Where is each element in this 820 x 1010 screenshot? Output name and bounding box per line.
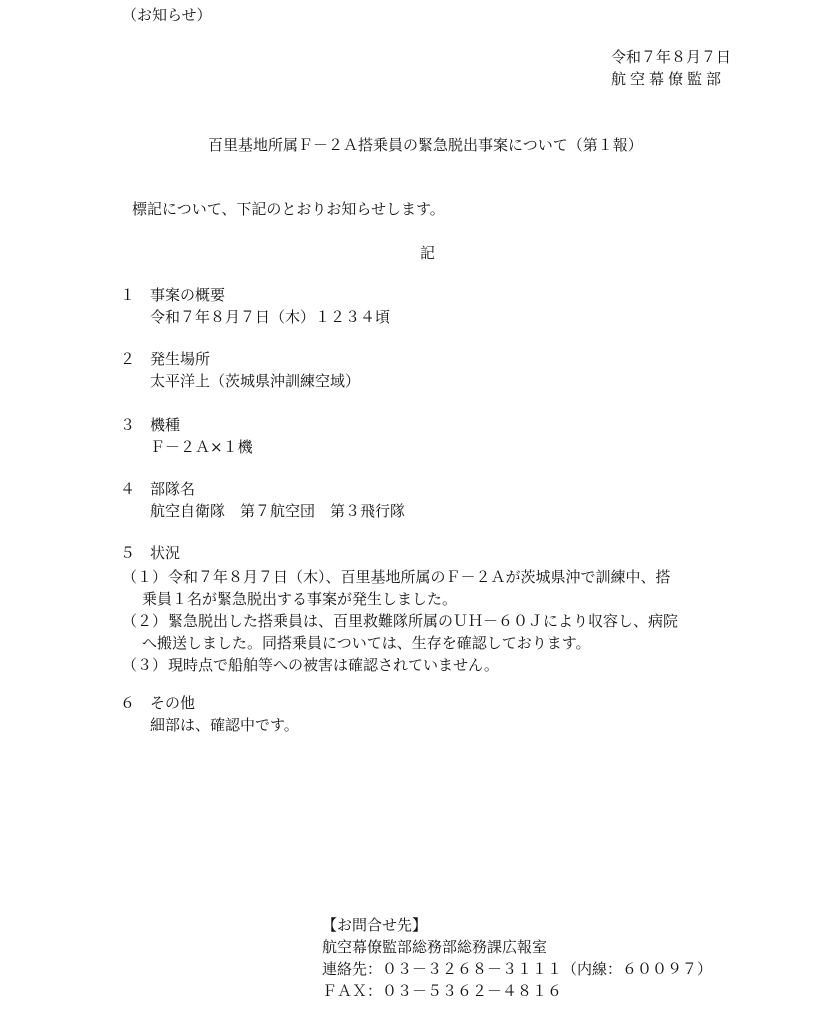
section-unit bbox=[120, 478, 760, 522]
section-number: ２ bbox=[120, 350, 136, 368]
situation-text-continued: へ搬送しました。同搭乗員については、生存を確認しております。 bbox=[142, 634, 591, 652]
situation-item bbox=[122, 610, 762, 654]
section-situation bbox=[120, 542, 760, 564]
section-number: ５ bbox=[120, 544, 136, 562]
document-date: 令和７年８月７日 bbox=[611, 48, 732, 66]
ki-marker: 記 bbox=[420, 244, 436, 262]
section-heading: その他 bbox=[150, 694, 196, 712]
intro-text: 標記について、下記のとおりお知らせします。 bbox=[132, 200, 445, 218]
situation-text: 令和７年８月７日（木）、百里基地所属のＦ－２Ａが茨城県沖で訓練中、搭 bbox=[168, 568, 671, 586]
section-overview bbox=[120, 284, 760, 328]
notice-label: （お知らせ） bbox=[122, 6, 212, 24]
contact-phone: 連絡先：０３－３２６８－３１１１（内線：６００９７） bbox=[322, 960, 713, 978]
situation-text: 現時点で船舶等への被害は確認されていません。 bbox=[168, 656, 499, 674]
section-aircraft bbox=[120, 414, 760, 458]
contact-heading: 【お問合せ先】 bbox=[322, 916, 428, 934]
contact-fax: ＦＡＸ：０３－５３６２－４８１６ bbox=[322, 982, 563, 1000]
situation-item bbox=[122, 654, 762, 676]
situation-number: （２） bbox=[122, 612, 168, 630]
section-body: 細部は、確認中です。 bbox=[150, 716, 299, 734]
section-number: ４ bbox=[120, 480, 136, 498]
situation-number: （１） bbox=[122, 568, 168, 586]
section-heading: 事案の概要 bbox=[150, 286, 226, 304]
section-heading: 機種 bbox=[150, 416, 181, 434]
situation-number: （３） bbox=[122, 656, 168, 674]
section-number: ３ bbox=[120, 416, 136, 434]
section-body: 航空自衛隊 第７航空団 第３飛行隊 bbox=[150, 502, 406, 520]
document-title: 百里基地所属Ｆ－２Ａ搭乗員の緊急脱出事案について（第１報） bbox=[208, 136, 643, 154]
contact-office: 航空幕僚監部総務部総務課広報室 bbox=[322, 938, 548, 956]
situation-list bbox=[122, 566, 762, 676]
section-other bbox=[120, 692, 760, 736]
situation-text: 緊急脱出した搭乗員は、百里救難隊所属のＵＨ－６０Ｊにより収容し、病院 bbox=[168, 612, 679, 630]
section-heading: 部隊名 bbox=[150, 480, 196, 498]
section-body: 令和７年８月７日（木）１２３４頃 bbox=[150, 308, 391, 326]
situation-text-continued: 乗員１名が緊急脱出する事案が発生しました。 bbox=[142, 590, 458, 608]
situation-item bbox=[122, 566, 762, 610]
issuer: 航空幕僚監部 bbox=[611, 70, 726, 88]
contact-block bbox=[322, 914, 712, 1002]
section-body: 太平洋上（茨城県沖訓練空域） bbox=[150, 372, 361, 390]
section-location bbox=[120, 348, 760, 392]
section-heading: 状況 bbox=[150, 544, 181, 562]
section-body: Ｆ－２Ａ×１機 bbox=[150, 438, 253, 456]
section-number: １ bbox=[120, 286, 136, 304]
section-heading: 発生場所 bbox=[150, 350, 211, 368]
section-number: ６ bbox=[120, 694, 136, 712]
